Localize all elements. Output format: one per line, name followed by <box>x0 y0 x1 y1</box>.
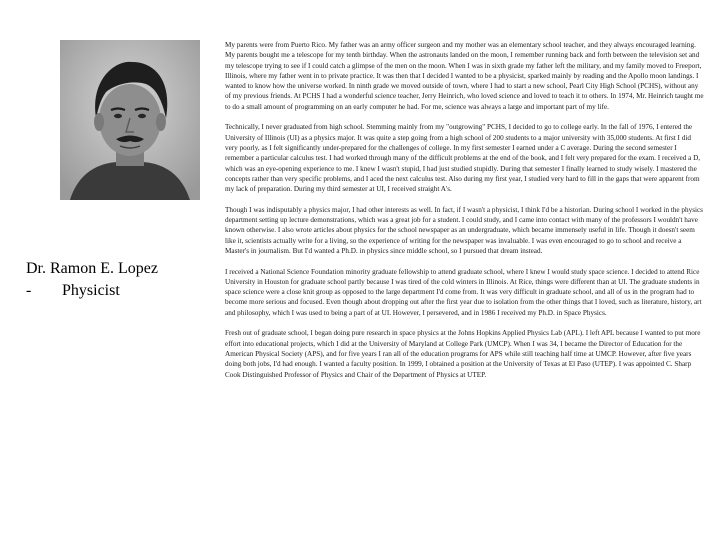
bio-paragraph: I received a National Science Foundation minority graduate fellowship to attend graduate school, where I knew I would study space science. I decided to attend Rice University in Houston for graduate school partly because I was tired of the cold winters in Illinois. At Rice, things were different than at UI. The graduate students in space science were a close knit group as opposed to the large department I'd come from. It was very difficult in graduate school, and all of us in the program had to become more serious and focused. Even though about dropping out after the first year due to isolation from the other things that I loved, such as literature, history, art and philosophy, which I was used to being a part of at UI. However, I persevered, and in 1986 I received my Ph.D. in Space Physics. <box>225 267 702 317</box>
portrait-photo <box>60 40 200 200</box>
bio-paragraph: Fresh out of graduate school, I began doing pure research in space physics at the Johns Hopkins Applied Physics Lab (APL). I left APL because I wanted to put more effort into educational projects, which I did at the University of Maryland at College Park (UMCP). When I was 34, I became the Director of Education for the American Physical Society (APS), and for five years I ran all of the education programs for APS while still teaching half time at UMCP. However, after five years doing both jobs, I'd had enough. I wanted a faculty position. In 1999, I obtained a position at the University of Texas at El Paso (UTEP). I was appointed C. Sharp Cook Distinguished Professor of Physics and Chair of the Department of Physics at UTEP. <box>225 329 701 379</box>
name-block <box>26 258 226 302</box>
person-name: Dr. Ramon E. Lopez <box>26 260 158 277</box>
role-dash: - <box>26 282 32 299</box>
bio-paragraph: Though I was indisputably a physics major, I had other interests as well. In fact, if I wasn't a physicist, I think I'd be a historian. During school I worked in the physics department setting up lecture demonstrations, which was a great job for a student. I could study, and I came into contact with many of the professors I wouldn't have known otherwise. I also wrote articles about physics for the school newspaper as an undergraduate, which became immensely useful in life. Though it doesn't seem like it, scientists actually write for a living, so the experience of writing for the newspaper was invaluable. I was even encouraged to go to school and receive a Master's in journalism. But I'd wanted a Ph.D. in physics since middle school, so I pursued that dream instead. <box>225 205 703 255</box>
portrait-icon <box>60 40 200 200</box>
biography <box>225 40 705 390</box>
bio-paragraph: My parents were from Puerto Rico. My father was an army officer surgeon and my mother was an elementary school teacher, and they always encouraged learning. My parents bought me a telescope for my tenth birthday. When the astronauts landed on the moon, I remember running back and forth between the television set and my telescope trying to see if I could catch a glimpse of the men on the moon. When I was in sixth grade my father left the military, and my family moved to Freeport, Illinois, where my father went in to private practice. It was then that I decided I wanted to be a physicist, sparked mainly by reading and the Apollo moon landings. I wanted to know how the universe worked. In ninth grade we moved outside of town, where I had to start a new school, Pearl City High School (PCHS), without any of my previous friends. At PCHS I had a wonderful science teacher, Jerry Heinrich, who loved science and loved to teach it to others. In 1974, Mr. Heinrich taught me to do a small amount of programming on an early computer he had. For me, science was always a large and important part of my life. <box>225 41 704 111</box>
role-title: Physicist <box>62 282 120 299</box>
role-line <box>26 280 226 302</box>
bio-paragraph: Technically, I never graduated from high school. Stemming mainly from my "outgrowing" PCHS, I decided to go to college early. In the fall of 1976, I entered the University of Illinois (UI) as a physics major. It was quite a step going from a high school of 200 students to a major university with 35,000 students. At first I did very poorly, as I felt significantly under-prepared for the challenges of college. In my first semester I earned under a C average. During the second semester I remember a particular calculus test. I had worked through many of the difficult problems at the end of the book, and I felt very prepared for the exam. I received a D, which was an eye-opening experience to me. I knew I wasn't stupid, I had just studied stupidly. During that semester I finally learned to study wisely. I mastered the concepts rather than very specific problems, and I aced the next calculus test. Also during my first year, I studied very hard to fill in the gaps that were apparent from my lack of preparation. During my third semester at UI, I received straight A's. <box>225 123 701 194</box>
